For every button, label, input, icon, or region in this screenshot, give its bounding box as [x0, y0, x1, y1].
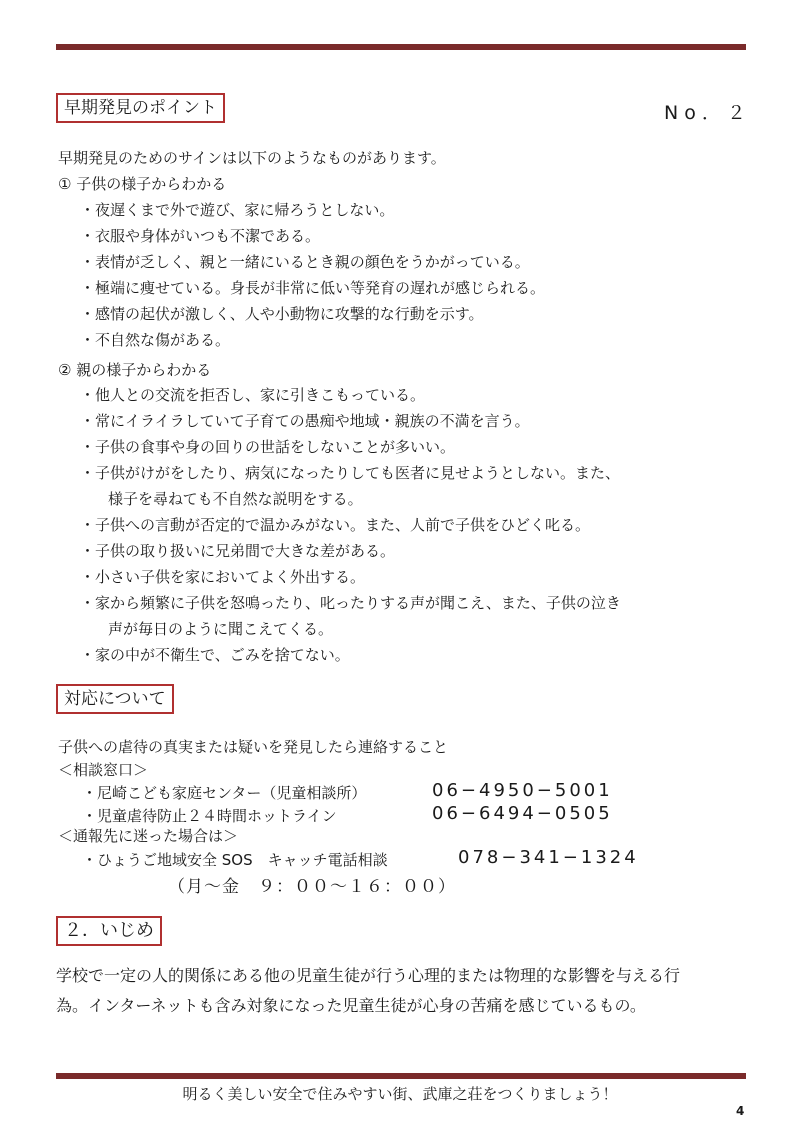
list-item: ・他人との交流を拒否し、家に引きこもっている。 [80, 386, 426, 404]
unsure-title: ＜通報先に迷った場合は＞ [58, 827, 239, 845]
heading-bullying: ２．いじめ [56, 916, 162, 946]
contact-phone: 06−6494−0505 [432, 803, 613, 824]
intro-text: 早期発見のためのサインは以下のようなものがあります。 [58, 149, 446, 167]
paragraph-line: 為。インターネットも含み対象になった児童生徒が心身の苦痛を感じているもの。 [56, 996, 646, 1015]
heading-early-detection: 早期発見のポイント [56, 93, 225, 123]
list-item-continuation: 声が毎日のように聞こえてくる。 [108, 620, 334, 638]
parent-signs-title: ② 親の様子からわかる [58, 361, 212, 379]
footer-rule [56, 1073, 746, 1079]
document-number: No．２ [664, 102, 752, 124]
list-item: ・極端に痩せている。身長が非常に低い等発育の遅れが感じられる。 [80, 279, 546, 297]
contact-phone: 078−341−1324 [458, 847, 639, 868]
list-item: ・小さい子供を家においてよく外出する。 [80, 568, 366, 586]
contact-phone: 06−4950−5001 [432, 780, 613, 801]
page-number: 4 [736, 1104, 745, 1118]
list-item: ・子供がけがをしたり、病気になったりしても医者に見せようとしない。また、 [80, 464, 621, 482]
list-item: ・常にイライラしていて子育ての愚痴や地域・親族の不満を言う。 [80, 412, 530, 430]
consult-title: ＜相談窓口＞ [58, 761, 149, 779]
list-item: ・家から頻繁に子供を怒鳴ったり、叱ったりする声が聞こえ、また、子供の泣き [80, 594, 621, 612]
response-intro: 子供への虐待の真実または疑いを発見したら連絡すること [58, 738, 449, 756]
list-item: ・子供への言動が否定的で温かみがない。また、人前で子供をひどく叱る。 [80, 516, 591, 534]
list-item: ・子供の食事や身の回りの世話をしないことが多いい。 [80, 438, 456, 456]
child-signs-title: ① 子供の様子からわかる [58, 175, 227, 193]
header-rule [56, 44, 746, 50]
list-item: ・衣服や身体がいつも不潔である。 [80, 227, 321, 245]
contact-name: ・児童虐待防止２４時間ホットライン [82, 807, 337, 825]
contact-name: ・尼崎こども家庭センター（児童相談所） [82, 784, 367, 802]
footer-motto: 明るく美しい安全で住みやすい街、武庫之荘をつくりましょう！ [182, 1085, 618, 1103]
contact-hours: （月〜金 ９：００〜１６：００） [168, 877, 456, 897]
list-item: ・不自然な傷がある。 [80, 331, 231, 349]
heading-response: 対応について [56, 684, 174, 714]
paragraph-line: 学校で一定の人的関係にある他の児童生徒が行う心理的または物理的な影響を与える行 [56, 966, 681, 985]
list-item: ・子供の取り扱いに兄弟間で大きな差がある。 [80, 542, 396, 560]
list-item: ・夜遅くまで外で遊び、家に帰ろうとしない。 [80, 201, 395, 219]
list-item-continuation: 様子を尋ねても不自然な説明をする。 [108, 490, 363, 508]
list-item: ・表情が乏しく、親と一緒にいるとき親の顔色をうかがっている。 [80, 253, 530, 271]
list-item: ・家の中が不衛生で、ごみを捨てない。 [80, 646, 350, 664]
bullying-definition [56, 961, 756, 1021]
contact-name: ・ひょうご地域安全 SOS キャッチ電話相談 [82, 851, 388, 869]
list-item: ・感情の起伏が激しく、人や小動物に攻撃的な行動を示す。 [80, 305, 484, 323]
